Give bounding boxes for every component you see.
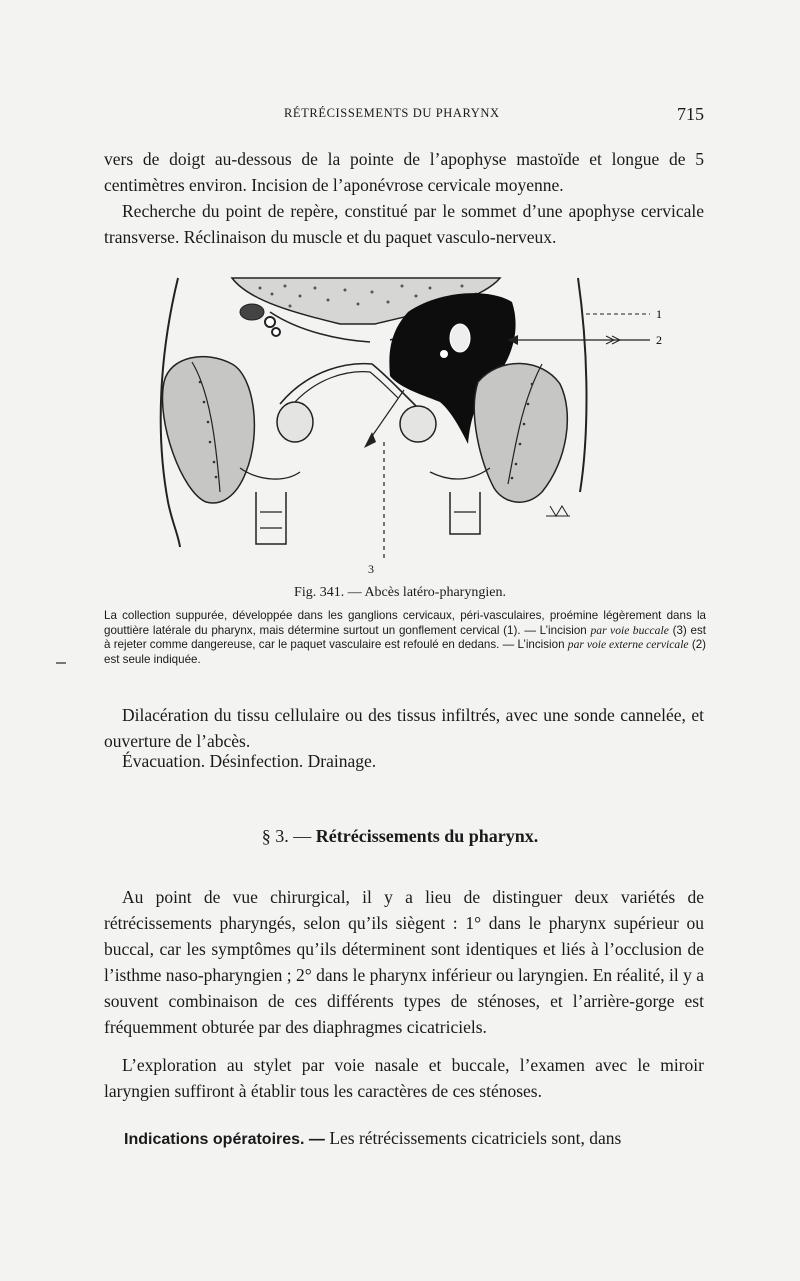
section-title: Rétrécissements du pharynx. bbox=[315, 826, 539, 846]
right-hyoid bbox=[450, 492, 480, 534]
left-vessel-1 bbox=[240, 304, 264, 320]
vein-in-abscess bbox=[440, 350, 448, 358]
right-mandible bbox=[474, 363, 567, 502]
left-vessel-2 bbox=[265, 317, 275, 327]
section-heading bbox=[0, 826, 800, 847]
incision-3-arrow bbox=[368, 390, 404, 442]
figure-label-3: 3 bbox=[368, 562, 374, 576]
left-hyoid bbox=[256, 492, 286, 544]
right-tonsil bbox=[400, 406, 436, 442]
left-tonsil bbox=[277, 402, 313, 442]
section-number: § 3. — bbox=[261, 826, 312, 846]
running-title: RÉTRÉCISSEMENTS DU PHARYNX bbox=[284, 106, 500, 120]
paragraph-point-de-repere: Recherche du point de repère, constitué par le sommet d’une apophyse cervicale transverse. Réclinaison du muscle et du paquet vasculo-nerveux. bbox=[104, 201, 704, 247]
margin-mark bbox=[56, 662, 66, 664]
figure-legend: La collection suppurée, développée dans les ganglions cervicaux, péri-vasculaires, proémine légèrement dans la gouttière latérale du pharynx, mais détermine surtout un gonflement cervical (1). — L’incision par voie buccale (3) est à rejeter comme dangereuse, car le paquet vasculaire est refoulé en dedans. — L’incision par voie externe cervicale (2) est seule indiquée. bbox=[104, 609, 707, 666]
carotid-in-abscess bbox=[450, 324, 470, 352]
indications-text: Les rétrécissements cicatriciels sont, dans bbox=[329, 1128, 622, 1148]
paragraph-dilaceration: Dilacération du tissu cellulaire ou des tissus infiltrés, avec une sonde cannelée, et ouverture de l’abcès. bbox=[104, 705, 704, 751]
figure-341-illustration bbox=[150, 272, 662, 582]
right-neck-contour bbox=[578, 278, 587, 492]
page-number: 715 bbox=[677, 104, 704, 124]
paragraph-evacuation: Évacuation. Désinfection. Drainage. bbox=[122, 751, 377, 771]
artist-monogram bbox=[546, 506, 570, 516]
figure-caption-title: Fig. 341. — Abcès latéro-pharyngien. bbox=[294, 585, 506, 600]
figure-label-1: 1 bbox=[656, 307, 662, 321]
left-mandible bbox=[163, 357, 255, 503]
paragraph-varietes: Au point de vue chirurgical, il y a lieu de distinguer deux variétés de rétrécissements pharyngés, selon qu’ils siègent : 1° dans le pharynx supérieur ou buccal, car les symptômes qu’ils déterminent sont identiques et liés à l’occlusion de l’isthme naso-pharyngien ; 2° dans le pharynx inférieur ou laryngien. En réalité, il y a souvent combinaison de ces différents types de sténoses, et l’arrière-gorge est fréquemment obturée par des diaphragmes cicatriciels. bbox=[104, 887, 704, 1037]
paragraph-continuation: vers de doigt au-dessous de la pointe de l’apophyse mastoïde et longue de 5 centimètres environ. Incision de l’aponévrose cervicale moyenne. bbox=[104, 149, 704, 195]
paragraph-exploration: L’exploration au stylet par voie nasale et buccale, l’examen avec le miroir laryngien suffiront à établir tous les caractères de ces sténoses. bbox=[104, 1055, 704, 1101]
indications-label: Indications opératoires. — bbox=[124, 1131, 325, 1148]
figure-label-2: 2 bbox=[656, 333, 662, 347]
left-vessel-3 bbox=[272, 328, 280, 336]
indications-line bbox=[104, 1125, 704, 1153]
running-head bbox=[104, 104, 704, 128]
